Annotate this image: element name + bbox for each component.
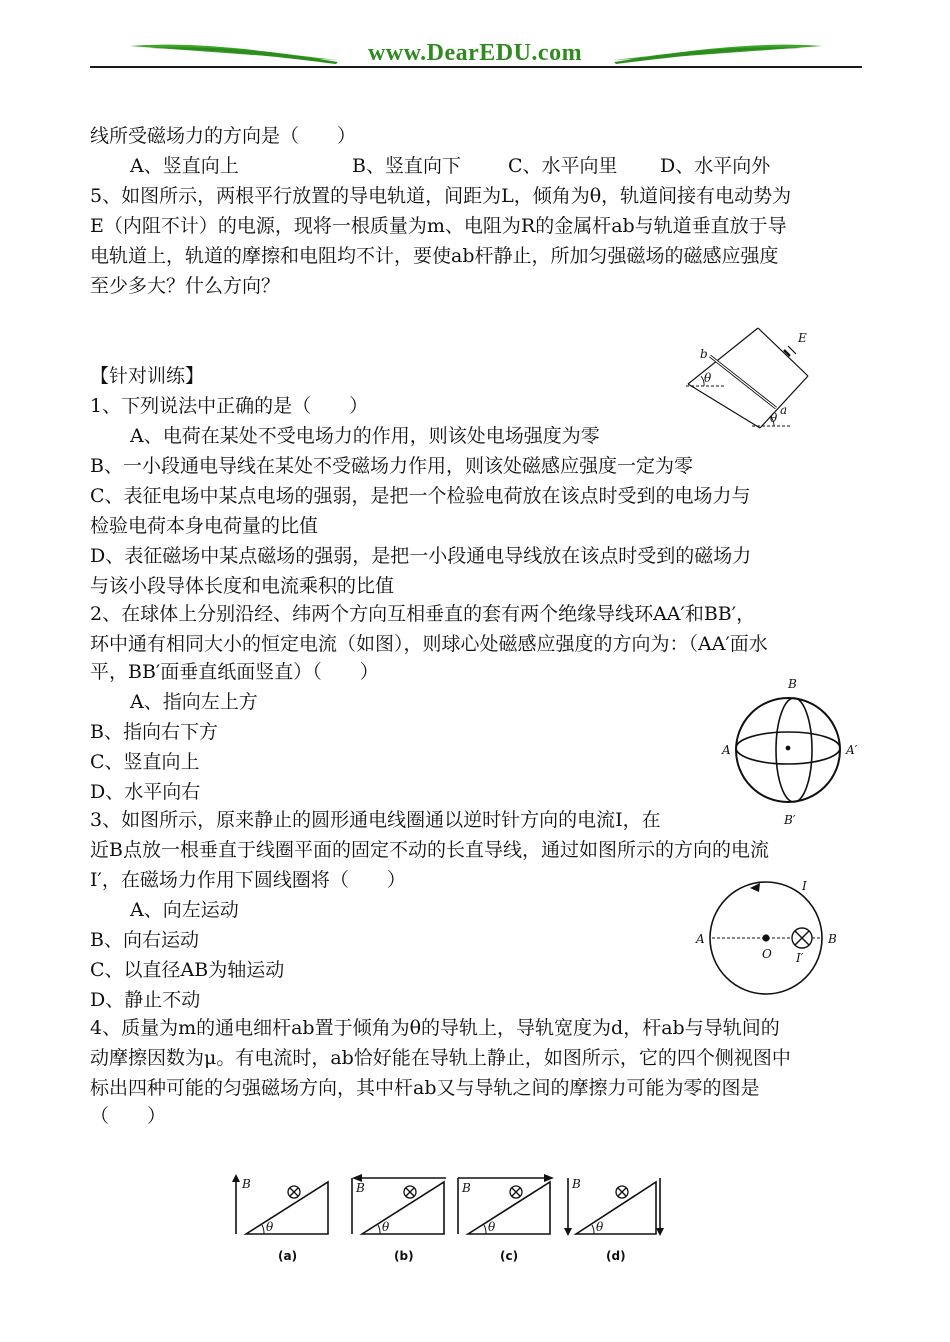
- side-view-c: [458, 1174, 554, 1263]
- t-q3-line-1: 3、如图所示，原来静止的圆形通电线圈通以逆时针方向的电流I，在: [90, 809, 661, 831]
- q5-line-3: 电轨道上，轨道的摩擦和电阻均不计，要使ab杆静止，所加匀强磁场的磁感应强度: [90, 245, 779, 267]
- sphere-label-top: B: [788, 677, 797, 691]
- sphere-label-bottom: B′: [784, 813, 796, 826]
- side-view-d: [564, 1177, 664, 1263]
- header-rule: [90, 66, 862, 68]
- side-view-b: [352, 1174, 446, 1263]
- t-q2-line-2: 环中通有相同大小的恒定电流（如图），则球心处磁感应强度的方向为：（AA′面水: [90, 633, 768, 655]
- side-view-a: [232, 1174, 328, 1263]
- caption-c: (c): [500, 1249, 519, 1263]
- caption-a: (a): [278, 1249, 298, 1263]
- t-q2-option-b: B、指向右下方: [90, 721, 218, 743]
- rod-end-b-label: b: [700, 347, 708, 361]
- q-prev-option-b: B、竖直向下: [352, 155, 461, 177]
- coil-label-o: O: [762, 947, 772, 961]
- t-q2-option-a: A、指向左上方: [130, 691, 258, 713]
- circular-coil-figure: [690, 878, 850, 996]
- t-q3-option-c: C、以直径AB为轴运动: [90, 959, 285, 981]
- t-q4-line-3: 标出四种可能的匀强磁场方向，其中杆ab又与导轨之间的摩擦力可能为零的图是: [90, 1077, 760, 1099]
- t-q2-option-c: C、竖直向上: [90, 751, 200, 773]
- training-heading: 【针对训练】: [90, 365, 205, 387]
- t-q1-option-c-2: 检验电荷本身电荷量的比值: [90, 515, 319, 537]
- field-label-a: B: [242, 1177, 251, 1191]
- side-view-figures: [228, 1168, 678, 1272]
- t-q4-line-4: （ ）: [90, 1105, 167, 1127]
- angle-label-d: θ: [596, 1220, 604, 1234]
- q5-line-4: 至少多大？什么方向？: [90, 275, 281, 297]
- q-prev-option-d: D、水平向外: [660, 155, 771, 177]
- t-q4-line-1: 4、质量为m的通电细杆ab置于倾角为θ的导轨上，导轨宽度为d，杆ab与导轨间的: [90, 1017, 780, 1039]
- t-q3-option-d: D、静止不动: [90, 989, 201, 1011]
- coil-label-a: A: [696, 932, 705, 946]
- t-q1-option-d-1: D、表征磁场中某点磁场的强弱，是把一小段通电导线放在该点时受到的磁场力: [90, 545, 752, 567]
- q5-line-1: 5、如图所示，两根平行放置的导电轨道，间距为L，倾角为θ，轨道间接有电动势为: [90, 185, 792, 207]
- angle-label-c: θ: [488, 1220, 496, 1234]
- t-q1-option-c-1: C、表征电场中某点电场的强弱，是把一个检验电荷放在该点时受到的电场力与: [90, 485, 751, 507]
- t-q2-line-3: 平，BB′面垂直纸面竖直）（ ）: [90, 661, 379, 683]
- t-q3-line-3: I′，在磁场力作用下圆线圈将（ ）: [90, 869, 406, 891]
- rod-end-a-label: a: [780, 403, 788, 417]
- coil-current-label: I: [802, 879, 807, 893]
- q5-line-2: E（内阻不计）的电源，现将一根质量为m、电阻为R的金属杆ab与轨道垂直放于导: [90, 215, 787, 237]
- site-logo-text: www.DearEDU.com: [367, 40, 583, 66]
- t-q4-line-2: 动摩擦因数为μ。有电流时，ab恰好能在导轨上静止，如图所示，它的四个侧视图中: [90, 1047, 791, 1069]
- sphere-rings-figure: [716, 674, 866, 826]
- angle-label-a: θ: [266, 1220, 274, 1234]
- q-prev-stem: 线所受磁场力的方向是（ ）: [90, 125, 357, 147]
- sphere-label-left: A: [722, 743, 731, 757]
- t-q3-line-2: 近B点放一根垂直于线圈平面的固定不动的长直导线，通过如图所示的方向的电流: [90, 839, 769, 861]
- field-label-b: B: [356, 1181, 365, 1195]
- angle-label-b: θ: [382, 1220, 390, 1234]
- t-q2-option-d: D、水平向右: [90, 781, 201, 803]
- field-label-d: B: [572, 1177, 581, 1191]
- sphere-label-right: A′: [846, 743, 858, 757]
- angle-label-2: θ: [770, 411, 778, 425]
- q-prev-option-a: A、竖直向上: [130, 155, 239, 177]
- caption-b: (b): [394, 1249, 414, 1263]
- t-q3-option-a: A、向左运动: [130, 899, 239, 921]
- t-q1-stem: 1、下列说法中正确的是（ ）: [90, 395, 369, 417]
- t-q3-option-b: B、向右运动: [90, 929, 199, 951]
- t-q1-option-d-2: 与该小段导体长度和电流乘积的比值: [90, 575, 395, 597]
- field-label-c: B: [462, 1181, 471, 1195]
- caption-d: (d): [606, 1249, 626, 1263]
- emf-label: E: [798, 331, 807, 345]
- angle-label-1: θ: [704, 371, 712, 385]
- wire-current-label: I′: [796, 951, 804, 965]
- t-q2-line-1: 2、在球体上分别沿经、纬两个方向互相垂直的套有两个绝缘导线环AA′和BB′，: [90, 603, 756, 625]
- inclined-rails-figure: [680, 318, 820, 436]
- coil-label-b: B: [828, 932, 837, 946]
- t-q1-option-a: A、电荷在某处不受电场力的作用，则该处电场强度为零: [130, 425, 600, 447]
- t-q1-option-b: B、一小段通电导线在某处不受磁场力作用，则该处磁感应强度一定为零: [90, 455, 693, 477]
- q-prev-option-c: C、水平向里: [508, 155, 618, 177]
